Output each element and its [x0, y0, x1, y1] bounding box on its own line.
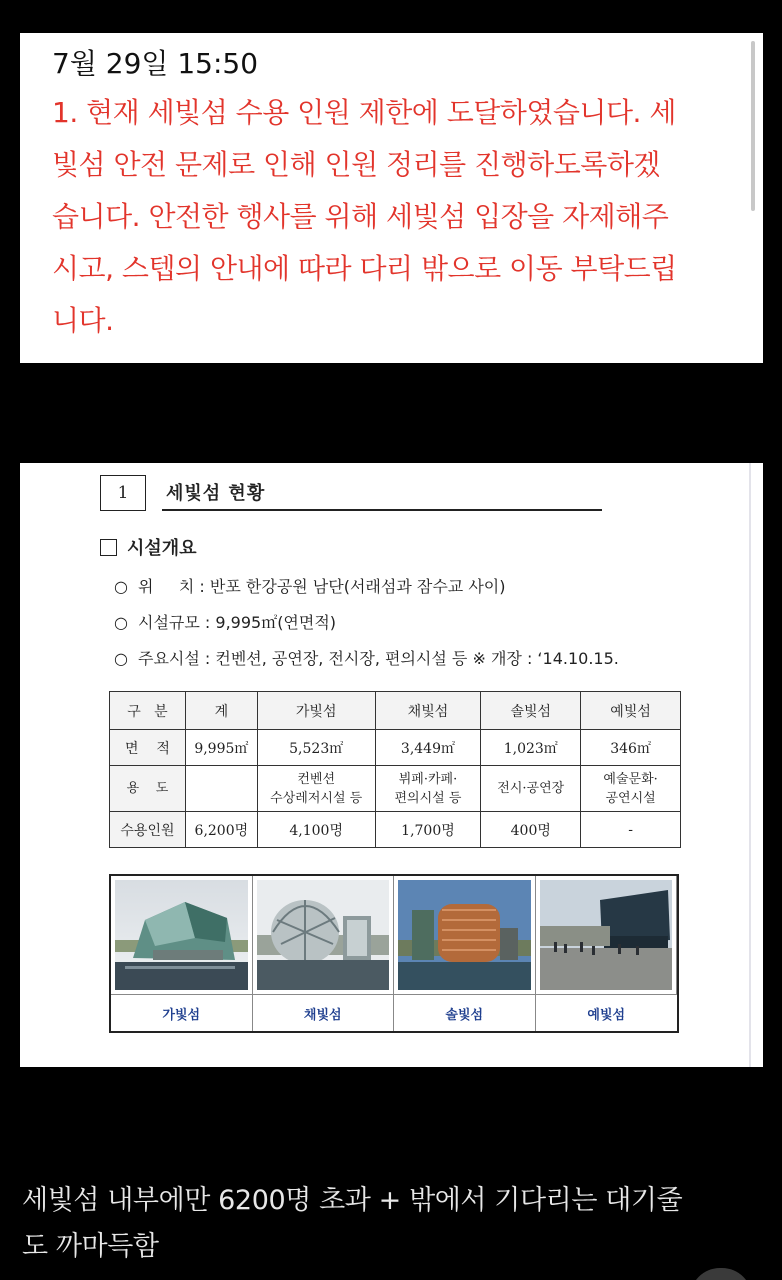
caption-line: 도 까마득함	[22, 1231, 159, 1262]
notice-line: 습니다. 안전한 행사를 위해 세빛섬 입장을 자제해주	[52, 199, 669, 233]
section-header	[100, 475, 602, 511]
table-row	[110, 766, 681, 812]
photo-caption-row	[111, 994, 677, 1031]
table-cell: 6,200명	[185, 812, 257, 848]
circle-bullet-icon: ○	[114, 613, 128, 632]
photo-caption: 가빛섬	[111, 995, 253, 1031]
table-row	[110, 730, 681, 766]
notice-line: 시고, 스텝의 안내에 따라 다리 밖으로 이동 부탁드립	[52, 251, 677, 285]
photo-cell	[253, 876, 395, 994]
table-header: 구 분	[110, 692, 186, 730]
table-cell: 예술문화· 공연시설	[581, 766, 681, 812]
photo-caption: 솔빛섬	[394, 995, 536, 1031]
table-header-row	[110, 692, 681, 730]
subheading	[100, 534, 197, 560]
section-number: 1	[100, 475, 146, 511]
section-title-box	[162, 475, 602, 511]
table-cell	[185, 766, 257, 812]
table-header: 계	[185, 692, 257, 730]
bullet-item	[114, 609, 619, 645]
table-cell: -	[581, 812, 681, 848]
photo-grid	[109, 874, 679, 1033]
photo-cell	[394, 876, 536, 994]
notice-message	[52, 87, 733, 347]
checkbox-icon	[100, 539, 117, 556]
circle-bullet-icon: ○	[114, 577, 128, 596]
document-image	[20, 463, 763, 1067]
bullet-item	[114, 573, 619, 609]
bullet-text: 주요시설 : 컨벤션, 공연장, 전시장, 편의시설 등 ※ 개장 : ‘14.10.15.	[138, 649, 619, 668]
caption-line: 세빛섬 내부에만 6200명 초과 + 밖에서 기다리는 대기줄	[22, 1185, 683, 1216]
notice-line: 빛섬 안전 문제로 인해 인원 정리를 진행하도록하겠	[52, 147, 660, 181]
table-cell: 뷔페·카페· 편의시설 등	[375, 766, 481, 812]
notice-line: 니다.	[52, 303, 114, 337]
table-cell: 9,995㎡	[185, 730, 257, 766]
table-cell: 346㎡	[581, 730, 681, 766]
table-header: 가빛섬	[257, 692, 375, 730]
table-cell: 3,449㎡	[375, 730, 481, 766]
photo-caption: 예빛섬	[587, 1007, 626, 1023]
circle-bullet-icon: ○	[114, 649, 128, 668]
table-header: 채빛섬	[375, 692, 481, 730]
subheading-text: 시설개요	[127, 538, 197, 559]
photo-caption: 채빛섬	[253, 995, 395, 1031]
table-cell: 1,700명	[375, 812, 481, 848]
table-cell: 1,023㎡	[481, 730, 581, 766]
bullet-list	[114, 573, 619, 681]
table-header: 예빛섬	[581, 692, 681, 730]
notice-timestamp: 7월 29일 15:50	[52, 47, 259, 80]
post-caption	[22, 1178, 762, 1270]
table-cell: 수용인원	[110, 812, 186, 848]
table-header: 솔빛섬	[481, 692, 581, 730]
facility-table	[109, 691, 681, 848]
table-cell: 면 적	[110, 730, 186, 766]
table-cell: 용 도	[110, 766, 186, 812]
table-cell: 전시·공연장	[481, 766, 581, 812]
building-photo	[257, 880, 390, 990]
notice-card	[20, 33, 763, 363]
photo-cell	[536, 876, 678, 994]
building-photo	[115, 880, 248, 990]
table-cell: 컨벤션 수상레저시설 등	[257, 766, 375, 812]
table-row	[110, 812, 681, 848]
bullet-item	[114, 645, 619, 681]
bullet-text: 시설규모 : 9,995㎡(연면적)	[138, 613, 337, 632]
building-photo	[398, 880, 531, 990]
photo-cell	[111, 876, 253, 994]
bullet-text: 위 치 : 반포 한강공원 남단(서래섬과 잠수교 사이)	[138, 577, 506, 596]
table-cell: 5,523㎡	[257, 730, 375, 766]
notice-line: 1. 현재 세빛섬 수용 인원 제한에 도달하였습니다. 세	[52, 95, 676, 129]
table-cell: 4,100명	[257, 812, 375, 848]
building-photo	[540, 880, 673, 990]
scrollbar[interactable]	[751, 41, 755, 211]
section-title: 세빛섬 현황	[166, 483, 266, 504]
page-edge	[749, 463, 751, 1067]
table-cell: 400명	[481, 812, 581, 848]
